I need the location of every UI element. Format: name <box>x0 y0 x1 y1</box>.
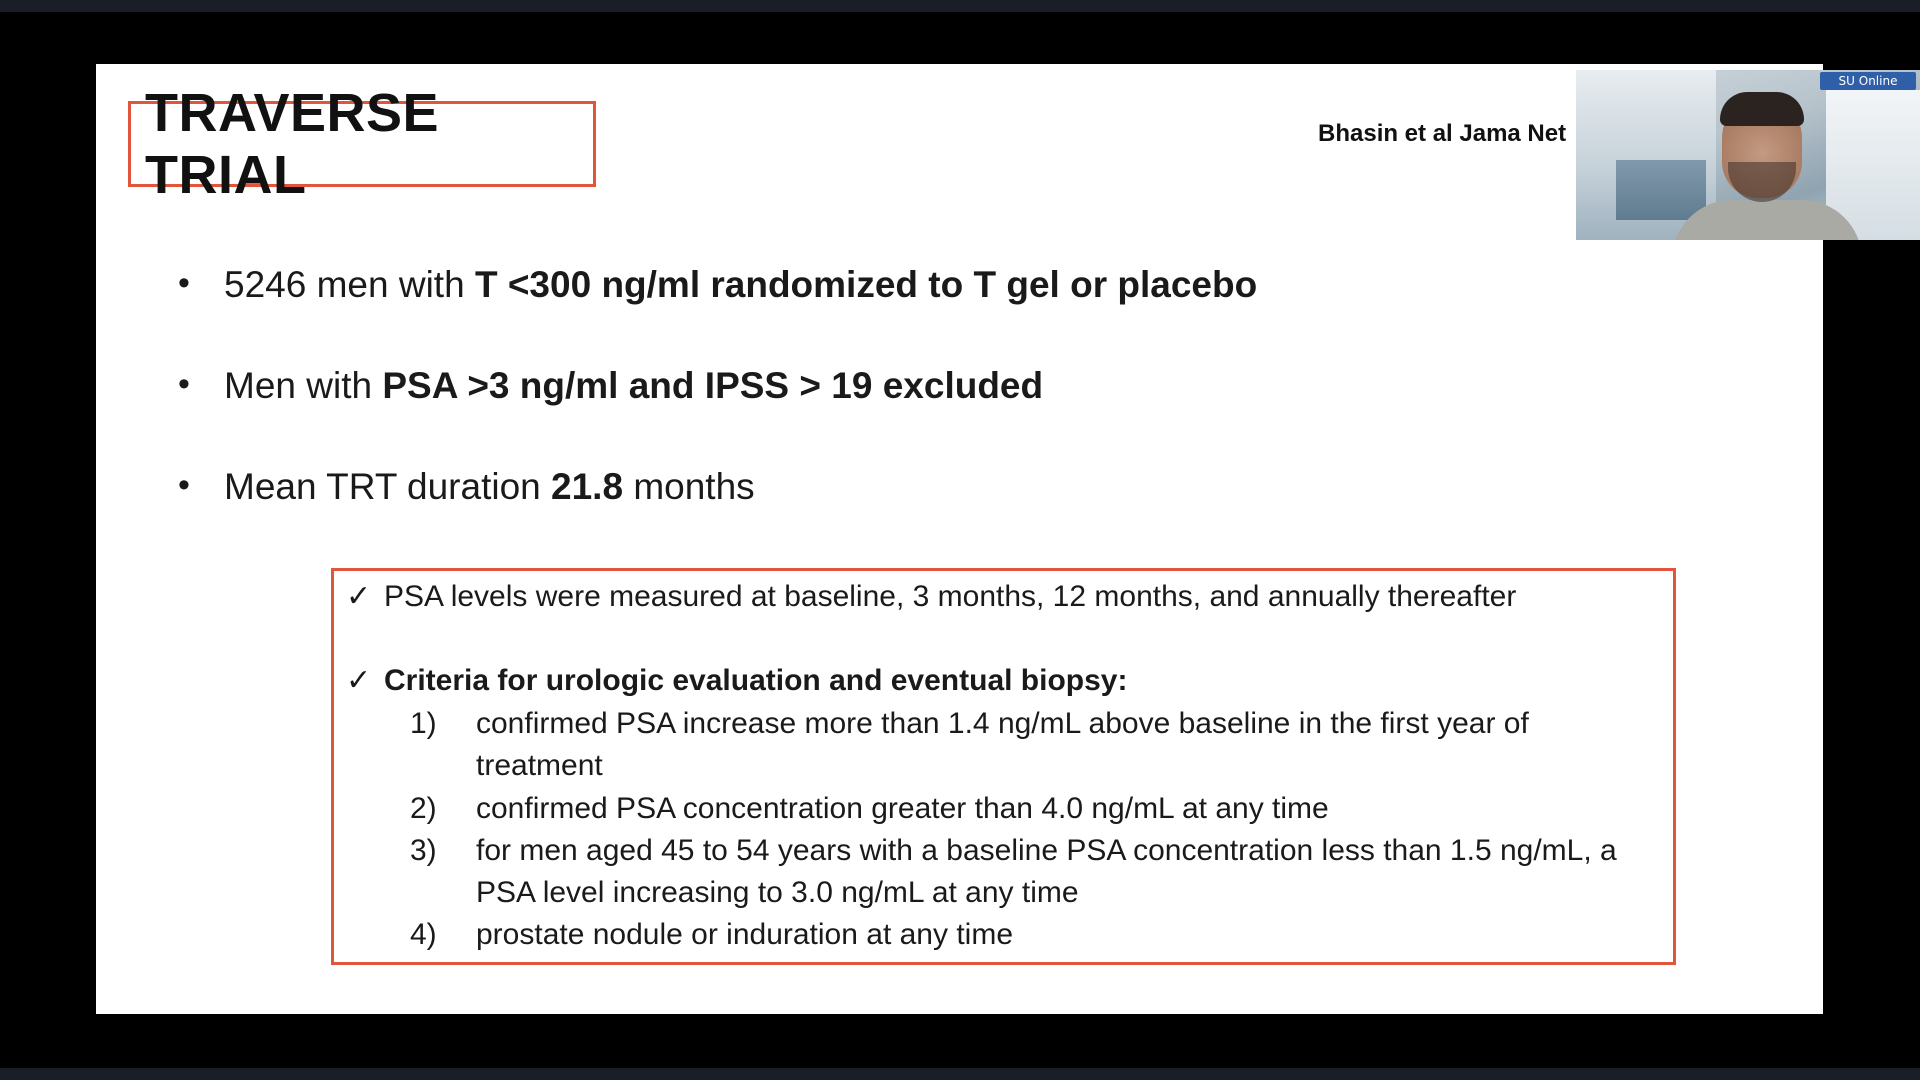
list-text: confirmed PSA increase more than 1.4 ng/mL above baseline in the first year of treatment <box>476 707 1529 782</box>
criteria-box <box>331 568 1676 965</box>
criteria-heading: Criteria for urologic evaluation and eventual biopsy: <box>384 664 1128 697</box>
list-number: 1) <box>410 707 437 740</box>
list-text: prostate nodule or induration at any time <box>476 918 1013 951</box>
list-text: for men aged 45 to 54 years with a baseline PSA concentration less than 1.5 ng/mL, a PSA level increasing to 3.0 ng/mL at any time <box>476 834 1617 909</box>
bullet-text: Men with PSA >3 ng/ml and IPSS > 19 excluded <box>224 365 1044 406</box>
bullet-item <box>178 264 1478 365</box>
bullet-item <box>178 365 1478 466</box>
presenter-beard <box>1728 162 1796 202</box>
list-text: confirmed PSA concentration greater than 4.0 ng/mL at any time <box>476 792 1329 825</box>
list-number: 2) <box>410 792 437 825</box>
bullet-dot-icon: • <box>178 466 190 504</box>
webcam-feed[interactable] <box>1576 70 1920 240</box>
slide-title-box <box>128 83 596 205</box>
bullet-dot-icon: • <box>178 365 190 403</box>
list-number: 3) <box>410 834 437 867</box>
presenter-hair <box>1720 92 1804 126</box>
webcam-background-detail <box>1616 160 1706 220</box>
checkmark-icon: ✓ <box>346 580 372 613</box>
bottom-bar <box>0 1068 1920 1080</box>
bullet-item <box>178 466 1478 567</box>
webcam-logo-badge: SU Online <box>1820 72 1916 90</box>
bullet-dot-icon: • <box>178 264 190 302</box>
slide-title: TRAVERSE TRIAL <box>145 83 440 205</box>
presentation-slide <box>96 64 1823 1014</box>
slide-citation: Bhasin et al Jama Net <box>1318 120 1567 147</box>
check-item-criteria <box>346 663 1127 698</box>
checkmark-icon: ✓ <box>346 664 372 697</box>
check-item-measured <box>346 579 1516 614</box>
bullet-list <box>178 264 1478 567</box>
bullet-text: 5246 men with T <300 ng/ml randomized to T gel or placebo <box>224 264 1258 305</box>
top-bar <box>0 0 1920 12</box>
measured-text: PSA levels were measured at baseline, 3 months, 12 months, and annually thereafter <box>384 580 1517 613</box>
list-number: 4) <box>410 918 437 951</box>
bullet-text: Mean TRT duration 21.8 months <box>224 466 755 507</box>
